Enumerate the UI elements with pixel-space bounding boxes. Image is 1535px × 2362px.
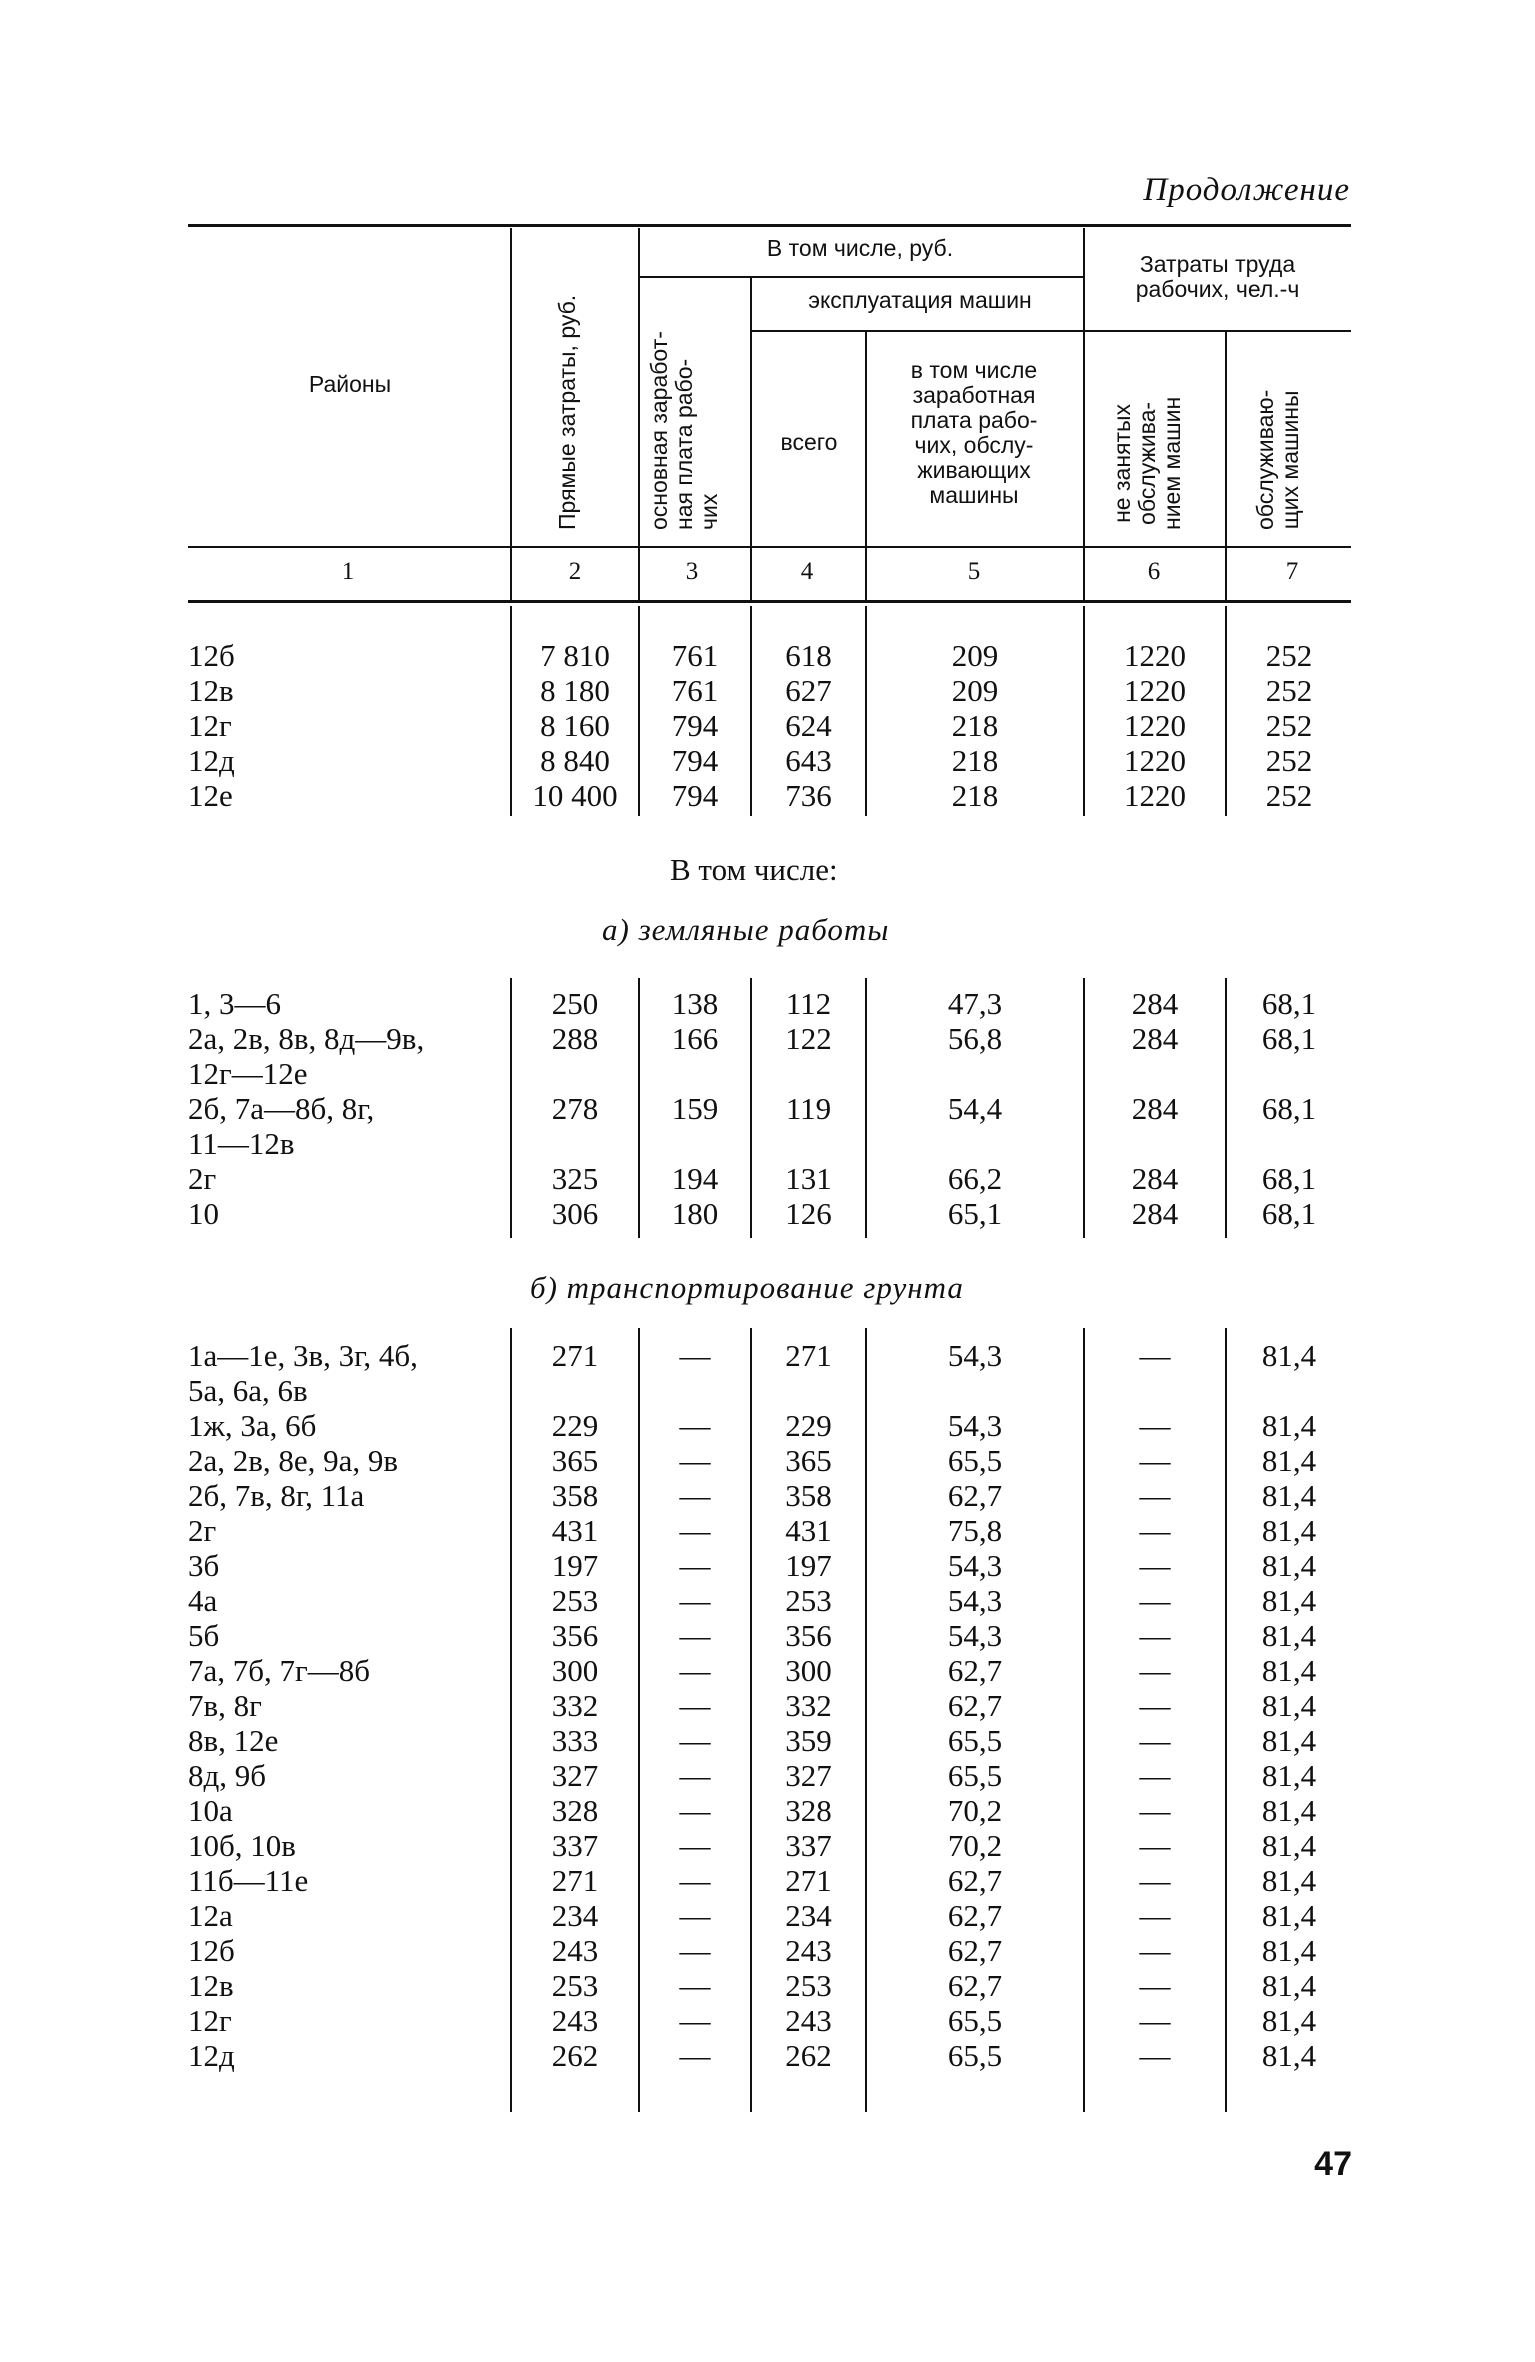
section-a-cell-c3: 194 bbox=[671, 1161, 719, 1196]
section-b-cell-c4: 253 bbox=[785, 1583, 832, 1618]
section-b-row-region: 8д, 9б bbox=[188, 1758, 267, 1793]
section-b-cell-c6: — bbox=[1139, 1478, 1171, 1513]
section-b-cell-c3: — bbox=[679, 1828, 711, 1863]
section-b-cell-c4: 197 bbox=[785, 1548, 832, 1583]
block1-cell-c5: 218 bbox=[951, 778, 999, 813]
section-b-cell-c4: 243 bbox=[785, 2003, 832, 2038]
colnum-7: 7 bbox=[1285, 558, 1299, 585]
section-b-cell-c4: 332 bbox=[785, 1688, 832, 1723]
block1-cell-c7: 252 bbox=[1265, 743, 1313, 778]
section-b-cell-c2: 243 bbox=[551, 2003, 599, 2038]
section-a-cell-c2: 288 bbox=[551, 1021, 599, 1056]
block1-cell-c7: 252 bbox=[1265, 708, 1313, 743]
colnum-2: 2 bbox=[568, 558, 582, 585]
section-b-cell-c3: — bbox=[679, 1793, 711, 1828]
section-b-cell-c2: 327 bbox=[551, 1758, 599, 1793]
section-b-cell-c7: 81,4 bbox=[1261, 1548, 1317, 1583]
section-b-cell-c2: 332 bbox=[551, 1688, 599, 1723]
section-a-row-region: 2г bbox=[188, 1161, 217, 1196]
section-a-row-region: 2б, 7а—8б, 8г, 11—12в bbox=[188, 1091, 375, 1161]
section-b-cell-c2: 234 bbox=[551, 1898, 599, 1933]
section-b-cell-c3: — bbox=[679, 1758, 711, 1793]
section-b-cell-c5: 54,3 bbox=[947, 1583, 1003, 1618]
section-b-cell-c7: 81,4 bbox=[1261, 2003, 1317, 2038]
section-a-cell-c7: 68,1 bbox=[1261, 986, 1317, 1021]
section-b-cell-c7: 81,4 bbox=[1261, 1863, 1317, 1898]
section-b-cell-c4: 365 bbox=[785, 1443, 832, 1478]
section-b-row-region: 12а bbox=[188, 1898, 233, 1933]
section-b-row-region: 7а, 7б, 7г—8б bbox=[188, 1653, 371, 1688]
section-b-cell-c3: — bbox=[679, 1583, 711, 1618]
section-b-cell-c3: — bbox=[679, 1688, 711, 1723]
section-b-cell-c3: — bbox=[679, 1338, 711, 1373]
section-b-cell-c2: 333 bbox=[551, 1723, 599, 1758]
section-b-cell-c7: 81,4 bbox=[1261, 1828, 1317, 1863]
header-vrule-1 bbox=[510, 228, 512, 600]
section-b-cell-c6: — bbox=[1139, 1723, 1171, 1758]
block1-cell-c2: 8 160 bbox=[540, 708, 610, 743]
section-b-cell-c2: 229 bbox=[551, 1408, 599, 1443]
section-b-cell-c5: 62,7 bbox=[947, 1478, 1003, 1513]
section-b-cell-c7: 81,4 bbox=[1261, 1933, 1317, 1968]
section-b-cell-c5: 62,7 bbox=[947, 1968, 1003, 2003]
section-a-cell-c5: 47,3 bbox=[947, 986, 1003, 1021]
section-b-cell-c7: 81,4 bbox=[1261, 1513, 1317, 1548]
header-base-wage bbox=[647, 331, 722, 530]
section-b-cell-c6: — bbox=[1139, 1653, 1171, 1688]
section-b-cell-c5: 54,3 bbox=[947, 1338, 1003, 1373]
header-total: всего bbox=[780, 429, 838, 455]
block1-cell-c6: 1220 bbox=[1124, 778, 1186, 813]
section-b-cell-c5: 62,7 bbox=[947, 1863, 1003, 1898]
section-b-cell-c3: — bbox=[679, 1968, 711, 2003]
header-not-busy bbox=[1110, 397, 1185, 530]
section-b-cell-c4: 431 bbox=[785, 1513, 832, 1548]
block1-cell-c2: 10 400 bbox=[532, 778, 618, 813]
block1-row-region: 12в bbox=[188, 673, 234, 708]
section-b-cell-c6: — bbox=[1139, 1933, 1171, 1968]
section-a-cell-c2: 278 bbox=[551, 1091, 599, 1126]
block1-cell-c5: 209 bbox=[951, 673, 999, 708]
section-b-cell-c6: — bbox=[1139, 2003, 1171, 2038]
section-b-cell-c3: — bbox=[679, 1653, 711, 1688]
block1-row-region: 12г bbox=[188, 708, 232, 743]
header-vrule-6 bbox=[1225, 332, 1227, 600]
header-incl-rub: В том числе, руб. bbox=[766, 235, 954, 261]
page-number: 47 bbox=[1314, 2145, 1352, 2183]
section-b-cell-c6: — bbox=[1139, 1758, 1171, 1793]
section-a-cell-c7: 68,1 bbox=[1261, 1021, 1317, 1056]
colnum-1: 1 bbox=[341, 558, 355, 585]
section-b-row-region: 12б bbox=[188, 1933, 235, 1968]
section-b-cell-c6: — bbox=[1139, 1828, 1171, 1863]
section-b-cell-c7: 81,4 bbox=[1261, 1688, 1317, 1723]
section-b-cell-c4: 262 bbox=[785, 2038, 832, 2073]
section-a-row-region: 1, 3—6 bbox=[188, 986, 281, 1021]
header-rule-machines bbox=[750, 330, 1083, 332]
section-b-cell-c4: 229 bbox=[785, 1408, 832, 1443]
section-b-cell-c6: — bbox=[1139, 1793, 1171, 1828]
section-b-cell-c7: 81,4 bbox=[1261, 1723, 1317, 1758]
block1-cell-c6: 1220 bbox=[1124, 673, 1186, 708]
section-a-row-region: 2а, 2в, 8в, 8д—9в, 12г—12е bbox=[188, 1021, 425, 1091]
section-b-row-region: 5б bbox=[188, 1618, 220, 1653]
block1-cell-c4: 643 bbox=[785, 743, 832, 778]
section-a-cell-c7: 68,1 bbox=[1261, 1196, 1317, 1231]
section-b-cell-c3: — bbox=[679, 1513, 711, 1548]
block1-row-region: 12д bbox=[188, 743, 235, 778]
section-b-cell-c6: — bbox=[1139, 1968, 1171, 2003]
section-a-title: а) земляные работы bbox=[602, 912, 890, 947]
section-b-cell-c3: — bbox=[679, 1863, 711, 1898]
section-b-cell-c6: — bbox=[1139, 1863, 1171, 1898]
header-serving-text: обслуживаю- щих машины bbox=[1252, 389, 1303, 530]
header-regions: Районы bbox=[308, 371, 392, 397]
header-vrule-4 bbox=[865, 332, 867, 600]
section-b-cell-c2: 253 bbox=[551, 1583, 599, 1618]
block1-cell-c6: 1220 bbox=[1124, 743, 1186, 778]
section-a-cell-c2: 306 bbox=[551, 1196, 599, 1231]
colnum-5: 5 bbox=[967, 558, 981, 585]
section-b-row-region: 12г bbox=[188, 2003, 232, 2038]
section-a-cell-c3: 180 bbox=[671, 1196, 719, 1231]
section-b-row-region: 10б, 10в bbox=[188, 1828, 296, 1863]
section-b-cell-c4: 243 bbox=[785, 1933, 832, 1968]
colnum-4: 4 bbox=[800, 558, 814, 585]
section-b-row-region: 11б—11е bbox=[188, 1863, 309, 1898]
section-b-cell-c5: 54,3 bbox=[947, 1618, 1003, 1653]
section-b-cell-c6: — bbox=[1139, 1443, 1171, 1478]
section-a-cell-c6: 284 bbox=[1131, 1091, 1179, 1126]
block1-cell-c5: 218 bbox=[951, 743, 999, 778]
section-b-cell-c5: 70,2 bbox=[947, 1828, 1003, 1863]
section-b-cell-c6: — bbox=[1139, 1513, 1171, 1548]
colnum-6: 6 bbox=[1147, 558, 1161, 585]
colnum-3: 3 bbox=[685, 558, 699, 585]
section-b-cell-c3: — bbox=[679, 1933, 711, 1968]
section-b-cell-c4: 359 bbox=[785, 1723, 832, 1758]
section-b-row-region: 12в bbox=[188, 1968, 234, 2003]
section-b-cell-c4: 253 bbox=[785, 1968, 832, 2003]
section-b-row-region: 10а bbox=[188, 1793, 233, 1828]
header-direct-costs: Прямые затраты, руб. bbox=[554, 294, 580, 530]
header-vrule-3 bbox=[750, 278, 752, 600]
section-b-cell-c5: 65,5 bbox=[947, 2003, 1003, 2038]
section-b-cell-c4: 271 bbox=[785, 1338, 832, 1373]
section-b-row-region: 8в, 12е bbox=[188, 1723, 279, 1758]
section-b-row-region: 12д bbox=[188, 2038, 235, 2073]
section-b-cell-c2: 300 bbox=[551, 1653, 599, 1688]
section-b-cell-c7: 81,4 bbox=[1261, 1968, 1317, 2003]
incl-label: В том числе: bbox=[670, 852, 838, 887]
section-b-cell-c4: 271 bbox=[785, 1863, 832, 1898]
section-a-cell-c4: 131 bbox=[785, 1161, 832, 1196]
section-b-row-region: 2г bbox=[188, 1513, 217, 1548]
section-a-cell-c5: 56,8 bbox=[947, 1021, 1003, 1056]
section-b-cell-c5: 54,3 bbox=[947, 1408, 1003, 1443]
header-incl-wage: в том числе заработная плата рабо- чих, обслу- живающих машины bbox=[910, 357, 1038, 508]
section-b-cell-c3: — bbox=[679, 1898, 711, 1933]
block1-row-region: 12б bbox=[188, 638, 235, 673]
section-b-cell-c5: 65,5 bbox=[947, 1443, 1003, 1478]
section-b-cell-c6: — bbox=[1139, 1583, 1171, 1618]
section-b-cell-c4: 356 bbox=[785, 1618, 832, 1653]
header-not-busy-text: не занятых обслужива- нием машин bbox=[1109, 396, 1185, 530]
section-b-cell-c2: 356 bbox=[551, 1618, 599, 1653]
header-base-wage-text: основная заработ- ная плата рабо- чих bbox=[646, 331, 722, 530]
header-rule-incl bbox=[640, 276, 1083, 278]
section-b-cell-c7: 81,4 bbox=[1261, 1408, 1317, 1443]
section-b-cell-c4: 300 bbox=[785, 1653, 832, 1688]
section-b-cell-c2: 271 bbox=[551, 1863, 599, 1898]
section-a-cell-c7: 68,1 bbox=[1261, 1091, 1317, 1126]
section-b-cell-c4: 328 bbox=[785, 1793, 832, 1828]
block1-cell-c7: 252 bbox=[1265, 673, 1313, 708]
section-b-cell-c7: 81,4 bbox=[1261, 1898, 1317, 1933]
section-a-cell-c5: 54,4 bbox=[947, 1091, 1003, 1126]
section-b-cell-c4: 327 bbox=[785, 1758, 832, 1793]
block1-cell-c4: 627 bbox=[785, 673, 832, 708]
section-b-cell-c3: — bbox=[679, 1723, 711, 1758]
section-b-cell-c6: — bbox=[1139, 1408, 1171, 1443]
section-b-row-region: 2а, 2в, 8е, 9а, 9в bbox=[188, 1443, 399, 1478]
section-b-cell-c2: 358 bbox=[551, 1478, 599, 1513]
section-b-cell-c3: — bbox=[679, 1618, 711, 1653]
block1-cell-c4: 736 bbox=[785, 778, 832, 813]
header-rule-labor bbox=[1083, 330, 1351, 332]
section-b-cell-c7: 81,4 bbox=[1261, 1583, 1317, 1618]
section-b-cell-c3: — bbox=[679, 2003, 711, 2038]
section-b-cell-c5: 70,2 bbox=[947, 1793, 1003, 1828]
continued-label: Продолжение bbox=[1143, 172, 1350, 208]
section-b-title: б) транспортирование грунта bbox=[530, 1270, 964, 1305]
section-b-cell-c7: 81,4 bbox=[1261, 1653, 1317, 1688]
section-a-cell-c6: 284 bbox=[1131, 1161, 1179, 1196]
section-b-cell-c6: — bbox=[1139, 1688, 1171, 1723]
section-b-cell-c5: 62,7 bbox=[947, 1933, 1003, 1968]
section-b-cell-c4: 337 bbox=[785, 1828, 832, 1863]
section-b-cell-c2: 271 bbox=[551, 1338, 599, 1373]
section-b-cell-c2: 243 bbox=[551, 1933, 599, 1968]
section-b-cell-c4: 234 bbox=[785, 1898, 832, 1933]
header-bottom-rule bbox=[188, 546, 1351, 548]
section-a-cell-c4: 126 bbox=[785, 1196, 832, 1231]
colnum-bottom-rule bbox=[188, 600, 1351, 603]
block1-cell-c3: 761 bbox=[671, 638, 719, 673]
section-b-cell-c6: — bbox=[1139, 1338, 1171, 1373]
section-b-row-region: 7в, 8г bbox=[188, 1688, 262, 1723]
section-b-cell-c2: 262 bbox=[551, 2038, 599, 2073]
section-b-cell-c5: 62,7 bbox=[947, 1688, 1003, 1723]
section-a-cell-c3: 138 bbox=[671, 986, 719, 1021]
block1-cell-c5: 209 bbox=[951, 638, 999, 673]
section-b-cell-c7: 81,4 bbox=[1261, 2038, 1317, 2073]
section-a-cell-c6: 284 bbox=[1131, 986, 1179, 1021]
section-b-row-region: 4а bbox=[188, 1583, 218, 1618]
section-b-cell-c2: 365 bbox=[551, 1443, 599, 1478]
block1-cell-c3: 761 bbox=[671, 673, 719, 708]
block1-cell-c6: 1220 bbox=[1124, 638, 1186, 673]
section-b-cell-c5: 65,5 bbox=[947, 1758, 1003, 1793]
section-b-cell-c2: 328 bbox=[551, 1793, 599, 1828]
section-b-cell-c5: 62,7 bbox=[947, 1898, 1003, 1933]
section-b-cell-c7: 81,4 bbox=[1261, 1443, 1317, 1478]
header-labor-costs: Затраты труда рабочих, чел.-ч bbox=[1135, 251, 1300, 302]
section-a-cell-c2: 325 bbox=[551, 1161, 599, 1196]
block1-cell-c2: 7 810 bbox=[540, 638, 610, 673]
section-a-cell-c4: 112 bbox=[785, 986, 832, 1021]
header-machine-ops: эксплуатация машин bbox=[808, 287, 1032, 313]
section-a-cell-c4: 122 bbox=[785, 1021, 832, 1056]
section-b-cell-c2: 197 bbox=[551, 1548, 599, 1583]
section-b-cell-c4: 358 bbox=[785, 1478, 832, 1513]
header-serving bbox=[1253, 390, 1303, 530]
section-a-cell-c5: 65,1 bbox=[947, 1196, 1003, 1231]
block1-cell-c5: 218 bbox=[951, 708, 999, 743]
section-b-cell-c6: — bbox=[1139, 2038, 1171, 2073]
section-a-cell-c7: 68,1 bbox=[1261, 1161, 1317, 1196]
section-b-row-region: 3б bbox=[188, 1548, 220, 1583]
section-b-cell-c7: 81,4 bbox=[1261, 1478, 1317, 1513]
section-a-cell-c3: 159 bbox=[671, 1091, 719, 1126]
section-a-cell-c6: 284 bbox=[1131, 1021, 1179, 1056]
section-b-cell-c3: — bbox=[679, 2038, 711, 2073]
block1-cell-c4: 618 bbox=[785, 638, 832, 673]
section-b-row-region: 1ж, 3а, 6б bbox=[188, 1408, 317, 1443]
section-b-cell-c6: — bbox=[1139, 1898, 1171, 1933]
section-b-cell-c5: 65,5 bbox=[947, 2038, 1003, 2073]
header-vrule-5 bbox=[1083, 228, 1085, 600]
section-b-cell-c3: — bbox=[679, 1548, 711, 1583]
section-b-row-region: 1а—1е, 3в, 3г, 4б, 5а, 6а, 6в bbox=[188, 1338, 418, 1408]
block1-row-region: 12е bbox=[188, 778, 233, 813]
section-a-cell-c2: 250 bbox=[551, 986, 599, 1021]
header-top-rule bbox=[188, 224, 1351, 227]
section-b-cell-c5: 75,8 bbox=[947, 1513, 1003, 1548]
block1-cell-c3: 794 bbox=[671, 708, 719, 743]
section-b-cell-c2: 337 bbox=[551, 1828, 599, 1863]
section-b-cell-c3: — bbox=[679, 1408, 711, 1443]
block1-cell-c7: 252 bbox=[1265, 638, 1313, 673]
block1-cell-c2: 8 180 bbox=[540, 673, 610, 708]
section-a-row-region: 10 bbox=[188, 1196, 219, 1231]
section-b-cell-c7: 81,4 bbox=[1261, 1793, 1317, 1828]
section-a-cell-c4: 119 bbox=[785, 1091, 832, 1126]
section-b-cell-c6: — bbox=[1139, 1548, 1171, 1583]
section-a-cell-c6: 284 bbox=[1131, 1196, 1179, 1231]
section-b-cell-c7: 81,4 bbox=[1261, 1618, 1317, 1653]
section-b-cell-c3: — bbox=[679, 1443, 711, 1478]
section-b-cell-c5: 62,7 bbox=[947, 1653, 1003, 1688]
section-a-cell-c3: 166 bbox=[671, 1021, 719, 1056]
section-b-cell-c2: 431 bbox=[551, 1513, 599, 1548]
section-b-cell-c6: — bbox=[1139, 1618, 1171, 1653]
block1-cell-c2: 8 840 bbox=[540, 743, 610, 778]
section-b-cell-c7: 81,4 bbox=[1261, 1758, 1317, 1793]
block1-cell-c7: 252 bbox=[1265, 778, 1313, 813]
block1-cell-c4: 624 bbox=[785, 708, 832, 743]
section-b-cell-c5: 54,3 bbox=[947, 1548, 1003, 1583]
section-a-cell-c5: 66,2 bbox=[947, 1161, 1003, 1196]
section-b-cell-c7: 81,4 bbox=[1261, 1338, 1317, 1373]
block1-cell-c3: 794 bbox=[671, 743, 719, 778]
block1-cell-c3: 794 bbox=[671, 778, 719, 813]
section-b-cell-c5: 65,5 bbox=[947, 1723, 1003, 1758]
section-b-cell-c2: 253 bbox=[551, 1968, 599, 2003]
section-b-row-region: 2б, 7в, 8г, 11а bbox=[188, 1478, 365, 1513]
block1-cell-c6: 1220 bbox=[1124, 708, 1186, 743]
header-vrule-2 bbox=[638, 228, 640, 600]
section-b-cell-c3: — bbox=[679, 1478, 711, 1513]
